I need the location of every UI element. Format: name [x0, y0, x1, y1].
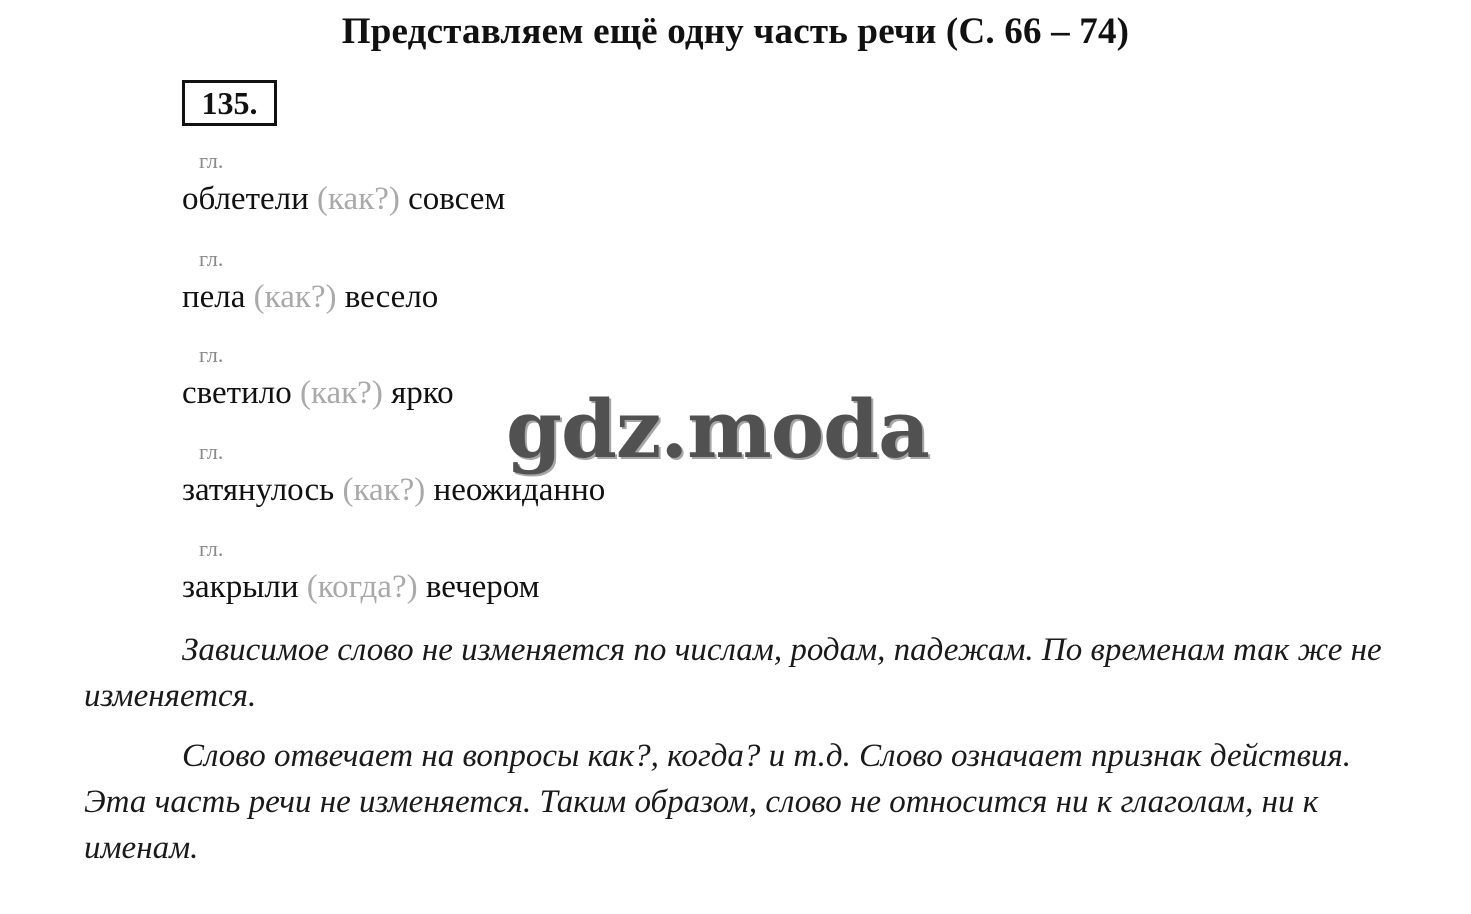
verb-word: облетели	[182, 181, 309, 217]
phrase-line	[182, 279, 438, 316]
page-title: Представляем ещё одну часть речи (С. 66 – 74)	[341, 11, 1130, 52]
phrase-line	[182, 472, 605, 509]
phrase-line	[182, 181, 505, 218]
verb-mark: гл.	[199, 342, 224, 367]
verb-mark: гл.	[199, 148, 224, 173]
dependent-word: ярко	[391, 375, 454, 411]
verb-mark: гл.	[199, 439, 224, 464]
verb-word: затянулось	[182, 472, 335, 508]
verb-word: пела	[182, 279, 246, 315]
question-word: (как?)	[299, 375, 383, 411]
verb-word: светило	[182, 375, 292, 411]
dependent-word: неожиданно	[433, 472, 606, 508]
answer-paragraph: Зависимое слово не изменяется по числам, родам, падежам. По временам так же не изменяется.	[84, 632, 1382, 714]
verb-word: закрыли	[182, 569, 299, 605]
answer-paragraph: Слово отвечает на вопросы как?, когда? и т.д. Слово означает признак действия. Эта часть речи не изменяется. Таким образом, слово не относится ни к глаголам, ни к именам.	[84, 738, 1352, 866]
dependent-word: весело	[344, 279, 439, 315]
phrase-line	[182, 375, 454, 412]
dependent-word: вечером	[425, 569, 540, 605]
question-word: (как?)	[253, 279, 337, 315]
verb-mark: гл.	[199, 536, 224, 561]
dependent-word: совсем	[408, 181, 506, 217]
phrase-line	[182, 569, 540, 606]
question-word: (как?)	[317, 181, 400, 217]
question-word: (как?)	[342, 472, 426, 508]
verb-mark: гл.	[199, 246, 224, 271]
watermark-logo: gdz.moda	[506, 382, 929, 476]
task-number-box: 135.	[182, 80, 277, 126]
question-word: (когда?)	[306, 569, 418, 605]
